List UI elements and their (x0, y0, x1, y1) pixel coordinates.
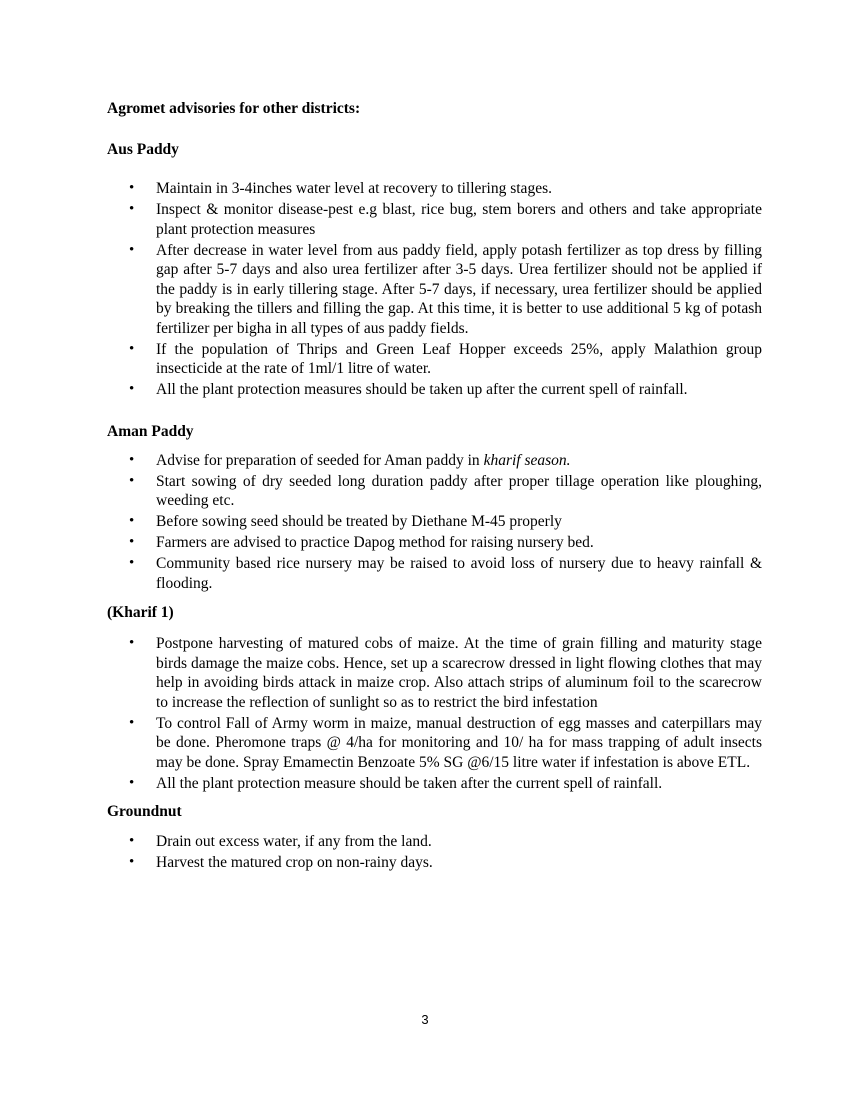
list-item: • Drain out excess water, if any from the land. (129, 833, 432, 850)
list-item: • Before sowing seed should be treated by Diethane M-45 properly (129, 513, 562, 530)
list-item: • After decrease in water level from aus paddy field, apply potash fertilizer as top dress by filling gap after 5-7 days and also urea fertilizer after 3-5 days. Urea fertilizer should not be applied if the paddy is in early tillering stage. After 5-7 days, if necessary, urea fertilizer should be applied by breaking the tillers and filling the gap. At this time, it is better to use additional 5 kg of potash fertilizer per bigha in all types of aus paddy fields. (129, 241, 762, 337)
section-title: (Kharif 1) (107, 604, 174, 621)
list-item: • Postpone harvesting of matured cobs of maize. At the time of grain filling and maturity stage birds damage the maize cobs. Hence, set up a scarecrow dressed in light flowing clothes that may help in avoiding birds attack in maize crop. Also attach strips of aluminum foil to the scarecrow to increase the reflection of sunlight so as to restrict the bird infestation (129, 635, 762, 711)
section-aman-paddy (107, 422, 762, 594)
list-item: • Harvest the matured crop on non-rainy days. (129, 854, 433, 871)
list-item: • Start sowing of dry seeded long duration paddy after proper tillage operation like ploughing, weeding etc. (129, 472, 762, 509)
section-aus-paddy (107, 140, 762, 400)
bullet-list (107, 832, 762, 873)
bullet-icon: • (129, 854, 135, 870)
list-item: • Maintain in 3-4inches water level at recovery to tillering stages. (129, 180, 552, 197)
list-item: • Community based rice nursery may be raised to avoid loss of nursery due to heavy rainfall & flooding. (129, 555, 762, 592)
bullet-icon: • (129, 774, 135, 791)
page-number: 3 (421, 1012, 429, 1027)
bullet-icon: • (129, 534, 135, 550)
main-heading: Agromet advisories for other districts: (107, 100, 361, 117)
list-item: • All the plant protection measures should be taken up after the current spell of rainfall. (129, 381, 688, 398)
section-title: Groundnut (107, 803, 182, 820)
bullet-list (107, 634, 762, 793)
document-body (107, 99, 762, 874)
section-groundnut (107, 802, 762, 873)
list-item: • If the population of Thrips and Green Leaf Hopper exceeds 25%, apply Malathion group insecticide at the rate of 1ml/1 litre of water. (129, 340, 762, 377)
bullet-icon: • (129, 180, 135, 196)
bullet-icon: • (129, 472, 135, 489)
italic-term: kharif season. (483, 451, 571, 469)
section-kharif-1 (107, 603, 762, 793)
list-item: • Inspect & monitor disease-pest e.g blast, rice bug, stem borers and others and take appropriate plant protection measures (129, 201, 762, 238)
bullet-icon: • (129, 241, 135, 258)
bullet-icon: • (129, 201, 135, 217)
bullet-icon: • (129, 635, 135, 651)
list-item: • Advise for preparation of seeded for Aman paddy in kharif season. (129, 451, 571, 469)
bullet-list (107, 451, 762, 594)
section-title: Aman Paddy (107, 422, 194, 440)
list-item: • To control Fall of Army worm in maize, manual destruction of egg masses and caterpillars may be done. Pheromone traps @ 4/ha for monitoring and 10/ ha for mass trapping of adult insects may be done. Spray Emamectin Benzoate 5% SG @6/15 litre water if infestation is above ETL. (129, 714, 762, 771)
bullet-icon: • (129, 381, 135, 397)
bullet-icon: • (129, 513, 135, 529)
bullet-icon: • (129, 833, 135, 849)
section-title: Aus Paddy (107, 141, 179, 158)
list-item: • Farmers are advised to practice Dapog method for raising nursery bed. (129, 534, 594, 551)
bullet-icon: • (129, 340, 135, 357)
bullet-icon: • (129, 714, 135, 731)
bullet-list (107, 179, 762, 400)
bullet-icon: • (129, 555, 135, 571)
list-item: • All the plant protection measure should be taken after the current spell of rainfall. (129, 774, 663, 792)
bullet-icon: • (129, 451, 135, 468)
